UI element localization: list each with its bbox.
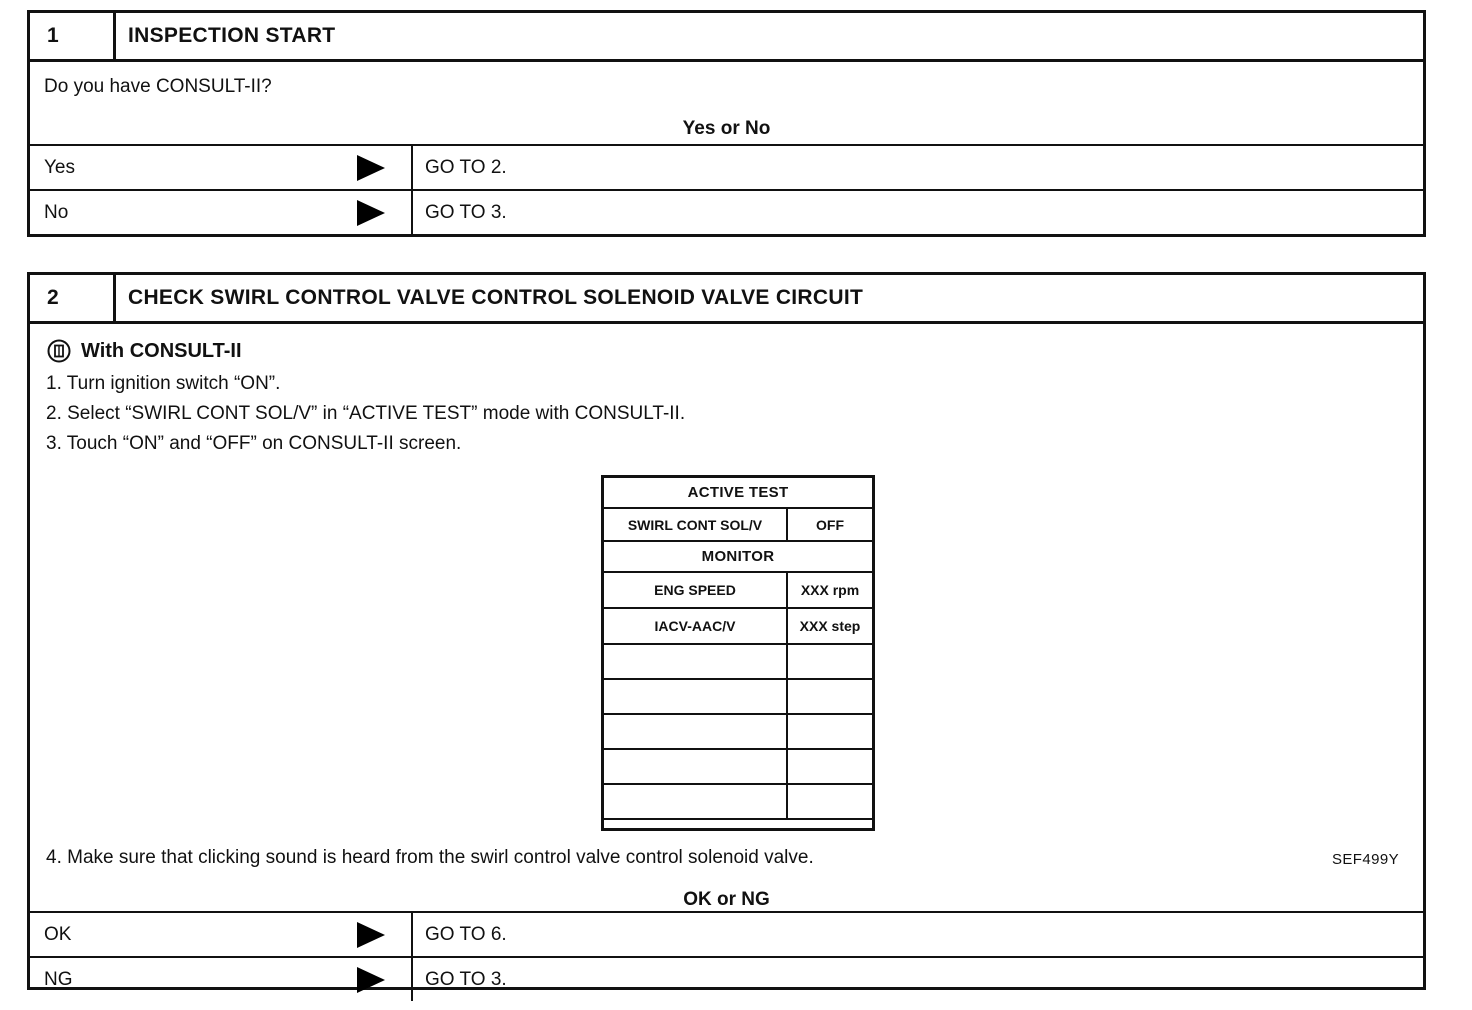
step-title: INSPECTION START [128,24,336,47]
monitor-value: XXX rpm [800,582,860,598]
question-text: Do you have CONSULT-II? [44,76,272,97]
active-test-header: ACTIVE TEST [604,478,872,509]
monitor-row [604,609,872,645]
decision-label: OK or NG [683,889,770,910]
block-2-body [30,324,1423,911]
branch-label: NG [44,968,73,990]
branch-row-ok [30,911,1423,956]
arrow-right-icon [357,155,385,181]
branch-row-ng [30,956,1423,1001]
arrow-right-icon [357,967,385,993]
block-1-body [30,62,1423,144]
branch-action: GO TO 2. [425,156,507,178]
instruction-1: 1. Turn ignition switch “ON”. [46,373,281,394]
consult-screen-empty-row [604,750,872,785]
step-number: 2 [30,275,116,321]
figure-reference: SEF499Y [1331,851,1399,868]
consult-screen-empty-row [604,645,872,680]
consult-screen-empty-row [604,680,872,715]
branch-condition-cell [30,958,413,1001]
branch-row-no [30,189,1423,234]
test-item-row [604,509,872,542]
monitor-header: MONITOR [604,542,872,573]
monitor-label: ENG SPEED [604,573,788,607]
arrow-right-icon [357,200,385,226]
block-2-branches [30,911,1423,1001]
step-number: 1 [30,13,116,59]
decision-label: Yes or No [682,118,771,139]
branch-label: Yes [44,156,75,178]
block-1-branches [30,144,1423,234]
instruction-4: 4. Make sure that clicking sound is heard from the swirl control valve control solenoid valve. [46,847,814,868]
monitor-value: XXX step [799,618,861,634]
inspection-block-2 [27,272,1426,990]
block-2-header [30,275,1423,324]
step-title: CHECK SWIRL CONTROL VALVE CONTROL SOLENOID VALVE CIRCUIT [128,286,864,309]
consult-screen-empty-row [604,785,872,820]
branch-condition-cell [30,191,413,234]
test-item-value: OFF [816,516,844,533]
block-1-header [30,13,1423,62]
branch-condition-cell [30,913,413,956]
monitor-label: IACV-AAC/V [604,609,788,643]
branch-action: GO TO 6. [425,923,507,945]
branch-action: GO TO 3. [425,201,507,223]
inspection-block-1 [27,10,1426,237]
branch-row-yes [30,144,1423,189]
consult-ii-icon [46,338,72,364]
test-item-label: SWIRL CONT SOL/V [604,509,788,540]
branch-label: OK [44,923,72,945]
arrow-right-icon [357,922,385,948]
monitor-row [604,573,872,609]
with-consult-line [46,338,1409,364]
instruction-2: 2. Select “SWIRL CONT SOL/V” in “ACTIVE TEST” mode with CONSULT-II. [46,403,686,424]
branch-action: GO TO 3. [425,968,507,990]
consult-screen-empty-row [604,715,872,750]
with-consult-label: With CONSULT-II [81,339,242,362]
branch-label: No [44,201,69,223]
instruction-3: 3. Touch “ON” and “OFF” on CONSULT-II screen. [46,433,462,454]
branch-condition-cell [30,146,413,189]
consult-ii-screen [601,475,875,831]
